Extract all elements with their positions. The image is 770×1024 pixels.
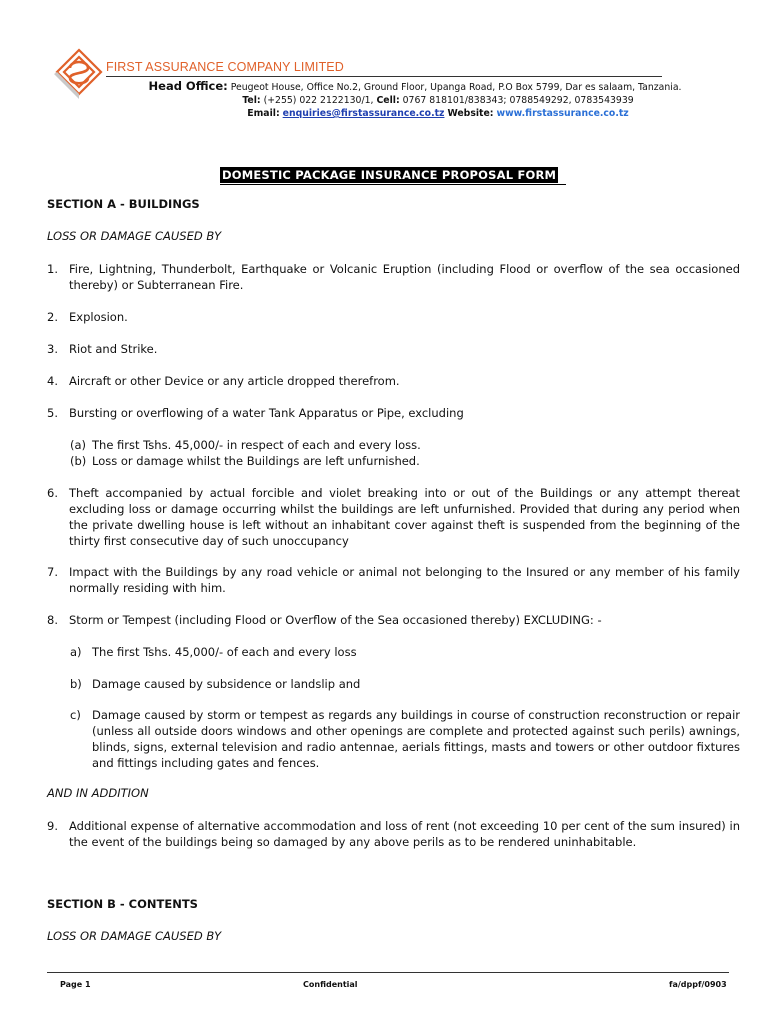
list-item	[47, 485, 740, 549]
item-number: 3.	[47, 342, 58, 356]
item-number: 1.	[47, 262, 58, 276]
sub-item	[70, 707, 740, 771]
form-title: DOMESTIC PACKAGE INSURANCE PROPOSAL FORM	[222, 168, 557, 182]
item-number: 6.	[47, 486, 58, 500]
item-text: Riot and Strike.	[69, 342, 158, 356]
footer-confidential: Confidential	[303, 980, 358, 989]
item-text: Theft accompanied by actual forcible and violet breaking into or out of the Buildings or any attempt thereat excluding loss or damage occurring whilst the buildings are left unfurnished. Provided that during any period when the private dwelling house is left without an inhabitant cover against theft is suspended from the beginning of the thirty first consecutive day of such unoccupancy	[69, 486, 740, 548]
list-item	[47, 564, 740, 596]
list-item	[47, 309, 740, 325]
head-office-address: Peugeot House, Office No.2, Ground Floor, Upanga Road, P.O Box 5799, Dar es salaam, Tanzania.	[230, 82, 682, 93]
list-item	[47, 612, 740, 628]
item-text: Fire, Lightning, Thunderbolt, Earthquake or Volcanic Eruption (including Flood or overflow of the sea occasioned thereby) or Subterranean Fire.	[69, 262, 740, 292]
item-text: Bursting or overflowing of a water Tank Apparatus or Pipe, excluding	[69, 406, 464, 420]
section-b-intro: LOSS OR DAMAGE CAUSED BY	[47, 929, 222, 943]
sub-item-text: The first Tshs. 45,000/- in respect of each and every loss.	[92, 438, 421, 452]
and-in-addition-label: AND IN ADDITION	[47, 786, 149, 800]
tel-value: (+255) 022 2122130/1,	[263, 95, 374, 106]
sub-item-text: Damage caused by subsidence or landslip and	[92, 677, 361, 691]
item-number: 9.	[47, 819, 58, 833]
sub-item-number: b)	[70, 677, 82, 691]
website-label: Website:	[447, 108, 494, 119]
sub-item	[70, 676, 740, 692]
sub-item	[70, 644, 740, 660]
list-item	[47, 405, 740, 421]
sub-item-number: c)	[70, 708, 81, 722]
form-title-underline	[220, 184, 566, 185]
item-number: 4.	[47, 374, 58, 388]
header-divider	[106, 76, 662, 77]
company-name: FIRST ASSURANCE COMPANY LIMITED	[106, 60, 344, 74]
list-item	[47, 818, 740, 850]
head-office-label: Head Office:	[148, 79, 228, 93]
contact-web-line	[106, 108, 770, 119]
item-text: Aircraft or other Device or any article dropped therefrom.	[69, 374, 400, 388]
sub-item	[70, 437, 740, 453]
cell-label: Cell:	[376, 95, 400, 106]
sub-item-text: The first Tshs. 45,000/- of each and every loss	[92, 645, 357, 659]
item-text: Storm or Tempest (including Flood or Overflow of the Sea occasioned thereby) EXCLUDING: -	[69, 613, 602, 627]
sub-item-number: (b)	[70, 454, 87, 468]
list-item	[47, 341, 740, 357]
contact-phone-line	[106, 95, 770, 106]
list-item	[47, 373, 740, 389]
item-number: 7.	[47, 565, 58, 579]
sub-item	[70, 453, 740, 469]
email-label: Email:	[247, 108, 280, 119]
item-number: 5.	[47, 406, 58, 420]
head-office-line	[60, 79, 770, 93]
section-a-intro: LOSS OR DAMAGE CAUSED BY	[47, 229, 222, 243]
cell-value: 0767 818101/838343; 0788549292, 0783543939	[402, 95, 634, 106]
item-text: Explosion.	[69, 310, 128, 324]
footer-divider	[47, 972, 729, 973]
sub-item-number: a)	[70, 645, 82, 659]
item-text: Impact with the Buildings by any road vehicle or animal not belonging to the Insured or any member of his family normally residing with him.	[69, 565, 740, 595]
list-item	[47, 261, 740, 293]
section-a-heading: SECTION A - BUILDINGS	[47, 197, 200, 211]
sub-item-text: Damage caused by storm or tempest as regards any buildings in course of construction reconstruction or repair (unless all outside doors windows and other openings are complete and protected against such perils) awnings, blinds, signs, external television and radio antennae, aerials fittings, masts and towers or other outdoor fixtures and fittings including gates and fences.	[92, 708, 740, 770]
section-b-heading: SECTION B - CONTENTS	[47, 897, 198, 911]
sub-item-text: Loss or damage whilst the Buildings are left unfurnished.	[92, 454, 420, 468]
item-text: Additional expense of alternative accommodation and loss of rent (not exceeding 10 per cent of the sum insured) in the event of the buildings being so damaged by any above perils as to be rendered uninhabitable.	[69, 819, 740, 849]
footer-page-number: Page 1	[60, 980, 91, 989]
item-number: 2.	[47, 310, 58, 324]
tel-label: Tel:	[242, 95, 261, 106]
email-link[interactable]: enquiries@firstassurance.co.tz	[282, 108, 445, 119]
footer-document-code: fa/dppf/0903	[669, 980, 727, 989]
sub-item-number: (a)	[70, 438, 87, 452]
website-link[interactable]: www.firstassurance.co.tz	[496, 108, 629, 119]
item-number: 8.	[47, 613, 58, 627]
